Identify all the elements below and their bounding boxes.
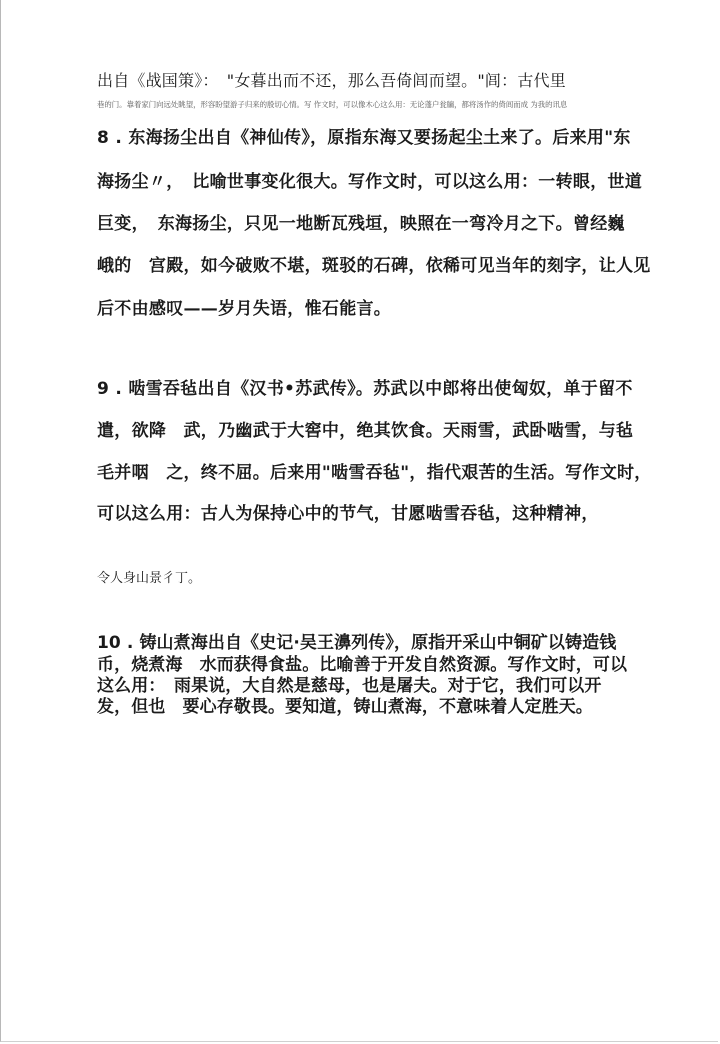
section-10-line-4: 发，但也 要心存敬畏。要知道，铸山煮海，不意味着人定胜天。 [97,697,593,717]
section-8-line-3: 巨变， 东海扬尘，只见一地断瓦残垣，映照在一弯冷月之下。曾经巍 [97,214,625,234]
section-8-line-2: 海扬尘〃， 比喻世事变化很大。写作文时，可以这么用：一转眼，世道 [97,172,643,192]
section-9-line-3: 毛并咽 之，终不屈。后来用"啮雪吞毡"，指代艰苦的生活。写作文时， [97,463,652,483]
section-8-line-1: 8 . 东海扬尘出自《神仙传》，原指东海又要扬起尘土来了。后来用"东 [97,128,631,148]
section-10-line-3: 这么用： 雨果说，大自然是慈母，也是屠夫。对于它，我们可以开 [97,676,602,696]
section-9-line-2: 遣，欲降 武，乃幽武于大窖中，绝其饮食。天雨雪，武卧啮雪，与毡 [97,421,634,441]
section-9-line-1: 9 . 啮雪吞毡出自《汉书•苏武传》。苏武以中郎将出使匈奴，单于留不 [97,379,633,399]
section-10-line-1: 10 . 铸山煮海出自《史记·吴王濞列传》，原指开采山中铜矿以铸造钱 [97,633,617,653]
section-10-line-2: 币，烧煮海 水而获得食盐。比喻善于开发自然资源。写作文时，可以 [97,655,628,675]
intro-line-1: 出自《战国策》： "女暮出而不还，那么吾倚闾而望。"闾：古代里 [97,71,566,90]
section-9-tail: 令人身山景彳丁。 [97,571,202,586]
section-9-line-4: 可以这么用：古人为保持心中的节气，甘愿啮雪吞毡，这种精神， [97,504,599,524]
section-8-line-5: 后不由感叹——岁月失语，惟石能言。 [97,299,392,319]
section-8-line-4: 峨的 宫殿，如今破败不堪，斑驳的石碑，依稀可见当年的刻字，让人见 [97,256,651,276]
intro-line-2: 巷的门。靠着家门向远处眺望，形容盼望游子归来的殷切心情。写 作文时，可以像木心这么用：无论蓬户瓮牖，都将汤作的倚闾而成 为我的讯息 [97,100,568,109]
